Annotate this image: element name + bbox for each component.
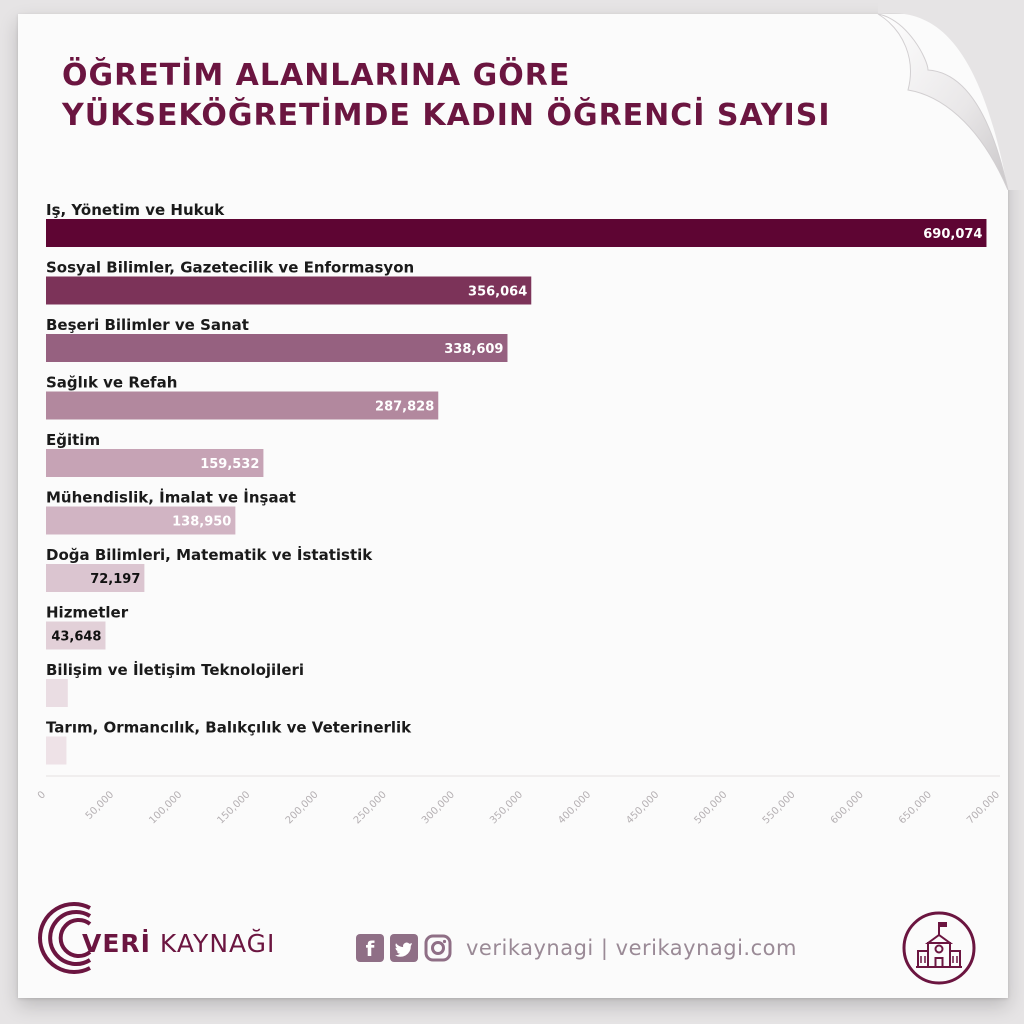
category-label: Doğa Bilimleri, Matematik ve İstatistik [46, 546, 373, 564]
data-label: 356,064 [468, 284, 528, 300]
x-tick-label: 50,000 [83, 789, 117, 822]
x-tick-label: 0 [35, 789, 49, 802]
title-line-1: ÖĞRETİM ALANLARINA GÖRE [62, 58, 571, 93]
category-label: Hizmetler [46, 603, 129, 622]
category-label: Tarım, Ormancılık, Balıkçılık ve Veterinerlik [46, 718, 412, 737]
category-label: Beşeri Bilimler ve Sanat [46, 316, 249, 334]
x-tick-label: 450,000 [624, 789, 662, 827]
x-tick-label: 650,000 [896, 789, 934, 827]
data-label: 287,828 [375, 399, 435, 415]
category-label: Bilişim ve İletişim Teknolojileri [46, 661, 305, 679]
x-tick-label: 100,000 [147, 789, 185, 827]
school-building-icon [902, 911, 976, 985]
x-tick-label: 250,000 [351, 789, 389, 827]
data-label: 43,648 [51, 629, 102, 645]
x-tick-label: 700,000 [965, 789, 1003, 827]
x-tick-label: 200,000 [283, 789, 321, 827]
data-label: 138,950 [172, 514, 232, 530]
bar [46, 277, 531, 305]
title-line-2: YÜKSEKÖĞRETİMDE KADIN ÖĞRENCİ SAYISI [62, 98, 831, 133]
bar [46, 219, 986, 247]
brand-name-bold: VERİ [82, 929, 151, 958]
x-tick-label: 550,000 [760, 789, 798, 827]
category-label: Eğitim [46, 431, 101, 449]
bar [46, 334, 507, 362]
data-label: 338,609 [444, 342, 504, 357]
bar [46, 679, 68, 707]
category-label: Sosyal Bilimler, Gazetecilik ve Enformasyon [46, 258, 415, 277]
data-label: 159,532 [200, 457, 260, 472]
x-tick-label: 350,000 [488, 789, 526, 827]
category-label: Iş, Yönetim ve Hukuk [46, 201, 225, 219]
instagram-icon[interactable] [424, 934, 452, 962]
facebook-icon[interactable]: f [356, 934, 384, 962]
x-tick-label: 400,000 [556, 789, 594, 827]
category-label: Mühendislik, İmalat ve İnşaat [46, 488, 296, 507]
brand-name-rest: KAYNAĞI [150, 929, 276, 958]
data-label: 72,197 [90, 572, 141, 587]
x-tick-label: 300,000 [419, 789, 457, 827]
brand-name [82, 929, 275, 958]
x-tick-label: 600,000 [828, 789, 866, 827]
social-handle[interactable]: verikaynagi | verikaynagi.com [466, 936, 797, 960]
bar [46, 737, 66, 765]
category-label: Sağlık ve Refah [46, 373, 178, 392]
x-tick-label: 150,000 [215, 789, 253, 827]
twitter-icon[interactable] [390, 934, 418, 962]
data-label: 690,074 [923, 227, 983, 242]
x-tick-label: 500,000 [692, 789, 730, 827]
social-links [356, 932, 797, 964]
